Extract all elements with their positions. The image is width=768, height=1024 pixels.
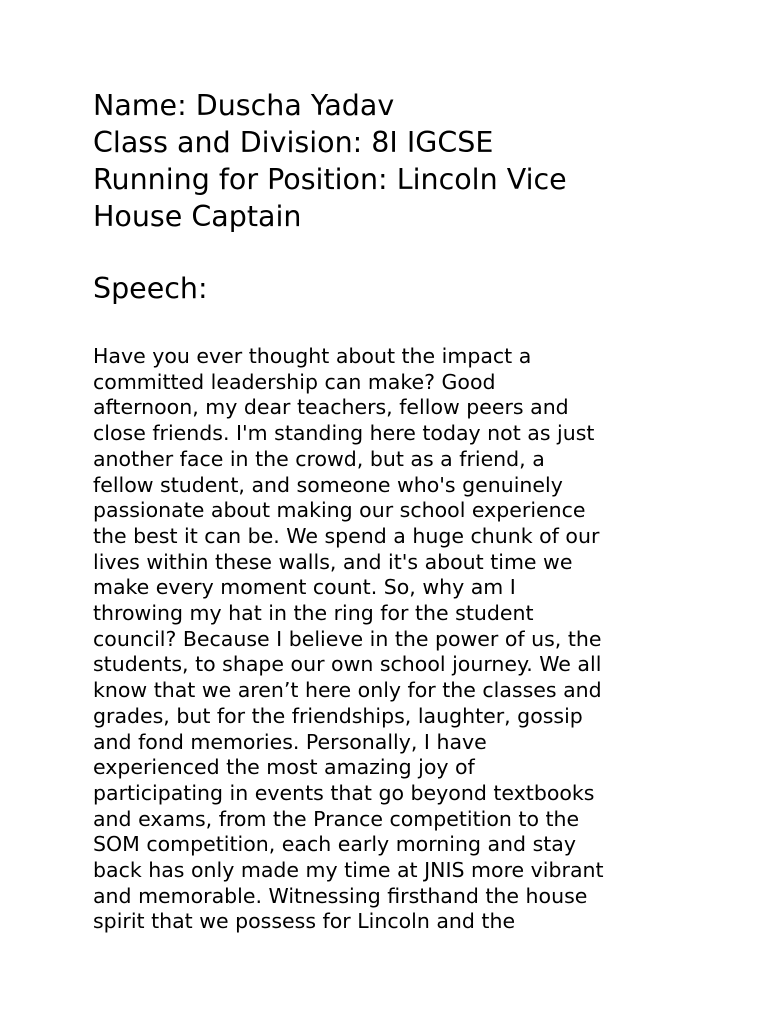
speech-line: the best it can be. We spend a huge chunk of our [93,523,600,548]
speech-line: participating in events that go beyond textbooks [93,780,595,805]
speech-line: make every moment count. So, why am I [93,575,516,600]
speech-line: throwing my hat in the ring for the student [93,601,534,626]
speech-line: committed leadership can make? Good [93,369,496,394]
position-line: Running for Position: Lincoln Vice [93,163,567,196]
candidate-header [93,87,693,235]
position-line-continued: House Captain [93,200,302,233]
speech-line: and memorable. Witnessing firsthand the house [93,883,588,908]
speech-line: close friends. I'm standing here today not as just [93,421,595,446]
speech-line: passionate about making our school experience [93,498,586,523]
speech-body [93,344,693,935]
speech-line: another face in the crowd, but as a friend, a [93,446,545,471]
speech-line: afternoon, my dear teachers, fellow peers and [93,395,569,420]
speech-line: council? Because I believe in the power of us, the [93,626,602,651]
speech-line: students, to shape our own school journey. We all [93,652,602,677]
speech-line: lives within these walls, and it's about time we [93,549,573,574]
name-line: Name: Duscha Yadav [93,89,395,122]
speech-line: experienced the most amazing joy of [93,755,475,780]
speech-line: and exams, from the Prance competition to the [93,806,580,831]
speech-line: spirit that we possess for Lincoln and the [93,909,516,934]
speech-line: grades, but for the friendships, laughter, gossip [93,703,583,728]
speech-line: SOM competition, each early morning and stay [93,832,576,857]
speech-line: and fond memories. Personally, I have [93,729,487,754]
speech-heading: Speech: [93,272,208,305]
speech-line: Have you ever thought about the impact a [93,344,532,368]
speech-line: know that we aren’t here only for the classes and [93,678,602,703]
speech-line: fellow student, and someone who's genuinely [93,472,563,497]
speech-line: back has only made my time at JNIS more vibrant [93,858,604,883]
class-division-line: Class and Division: 8I IGCSE [93,126,494,159]
